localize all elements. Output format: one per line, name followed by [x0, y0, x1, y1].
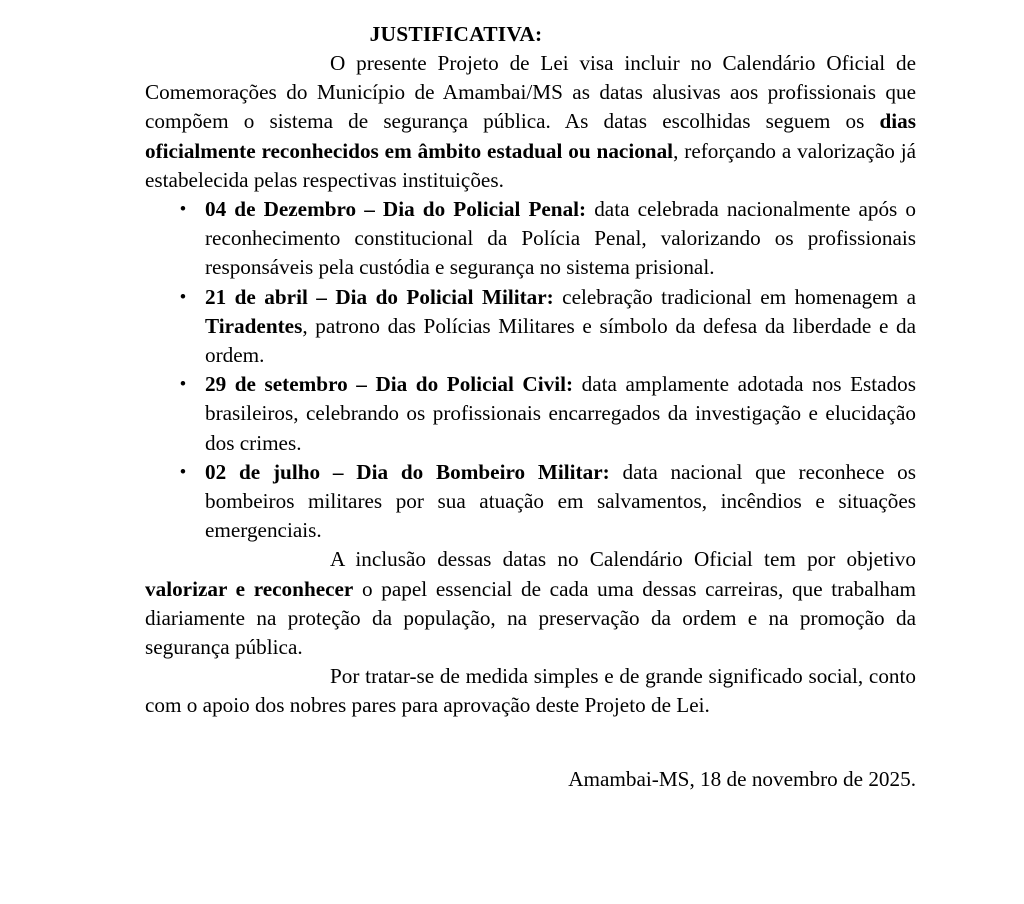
intro-text-bold-run: dias oficialmente reconhecidos em âmbito estadual ou nacional [145, 109, 916, 163]
bullet-inline-emphasis: Tiradentes [205, 313, 303, 338]
intro-text-run-1: O presente Projeto de Lei visa incluir no Calendário Oficial de Comemorações do Município de Amambai/MS as datas alusivas aos profissionais que compõem o sistema de segurança pública. As datas escolhidas seguem os [145, 51, 916, 134]
commemorative-dates-list [145, 195, 916, 545]
conclusion-text-bold-run: valorizar e reconhecer [145, 576, 354, 601]
bullet-icon: • [179, 374, 187, 396]
conclusion-text-run-1: A inclusão dessas datas no Calendário Oficial tem por objetivo [330, 547, 916, 572]
bullet-description: data nacional que reconhece os bombeiros militares por sua atuação em salvamentos, incêndios e situações emergenciais. [205, 459, 917, 543]
place-and-date: Amambai-MS, 18 de novembro de 2025. [568, 766, 916, 791]
bullet-description: data amplamente adotada nos Estados brasileiros, celebrando os profissionais encarregados da investigação e elucidação dos crimes. [205, 372, 916, 455]
bullet-lead-label: 02 de julho – Dia do Bombeiro Militar: [205, 459, 610, 484]
paragraph-conclusion [145, 545, 916, 662]
bullet-icon: • [179, 286, 187, 308]
page-title: JUSTIFICATIVA: [369, 22, 543, 46]
bullet-icon: • [179, 199, 187, 221]
paragraph-closing [145, 662, 916, 720]
list-item [145, 195, 916, 283]
document-body [145, 49, 916, 721]
bullet-lead-label: 21 de abril – Dia do Policial Militar: [205, 284, 554, 309]
list-item [145, 370, 916, 458]
intro-text-run-3: , reforçando a valorização já estabelecida pelas respectivas instituições. [145, 138, 916, 192]
bullet-description: data celebrada nacionalmente após o reconhecimento constitucional da Polícia Penal, valorizando os profissionais responsáveis pela custódia e segurança no sistema prisional. [205, 197, 916, 280]
closing-text-run-1: Por tratar-se de medida simples e de grande significado social, conto com o apoio dos nobres pares para aprovação deste Projeto de Lei. [145, 664, 916, 718]
list-item [145, 458, 916, 546]
bullet-icon: • [179, 461, 187, 483]
paragraph-intro [145, 49, 916, 195]
conclusion-text-run-3: o papel essencial de cada uma dessas carreiras, que trabalham diariamente na proteção da população, na preservação da ordem e na promoção da segurança pública. [145, 576, 916, 660]
bullet-description-after: , patrono das Polícias Militares e símbolo da defesa da liberdade e da ordem. [205, 313, 916, 368]
bullet-description-before: celebração tradicional em homenagem a [553, 284, 916, 309]
bullet-lead-label: 29 de setembro – Dia do Policial Civil: [205, 372, 574, 397]
bullet-lead-label: 04 de Dezembro – Dia do Policial Penal: [205, 197, 587, 222]
list-item [145, 283, 916, 371]
